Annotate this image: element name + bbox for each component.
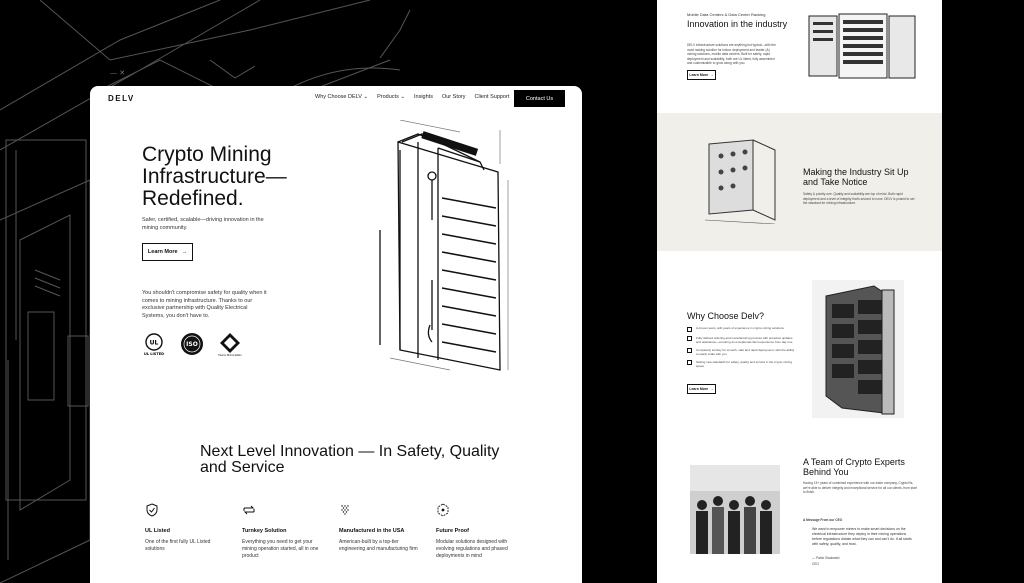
hero-body-text: You shouldn't compromise safety for quality when it comes to mining infrastructure. Thanks to our exclusive partnership with Quality Electrical Systems, you don't have to. xyxy=(142,290,267,319)
list-item: Fully defined ordering and manufacturing process with proactive updates and assistance—ensuring an exceptional client experience from day one xyxy=(687,336,795,344)
feature-turnkey xyxy=(242,503,339,560)
learn-more-button[interactable] xyxy=(687,384,716,394)
panel-drawing xyxy=(703,132,783,224)
rack-photo xyxy=(812,280,904,418)
feature-text: American-built by a top-tier engineering and manufacturing firm xyxy=(339,539,418,552)
chevron-down-icon: ⌄ xyxy=(363,94,369,100)
ceo-name: — Patric Siadowski xyxy=(812,556,840,560)
nav-client-support[interactable]: Client Support xyxy=(474,94,510,100)
list-item: Completely turnkey for smooth, safe and rapid deployment, with the ability to easily scale with you xyxy=(687,348,795,356)
industry-notice-title: Making the Industry Sit Up and Take Notice xyxy=(803,167,909,187)
industry-notice-text: Safety & priority one. Quality and scalability are top of mind. Both rapid deployment and a level of integrity that's second to none. DELV is poised to set the standard for mining infrastructure. xyxy=(803,192,915,206)
ceo-message-label: A Message From our CEO xyxy=(803,518,843,522)
innovation-text: DELV infrastructure solutions are anything but typical—with the most racking solution for indoor deployment and leader (A) mining solutions, mobile data centers. Built for safety, rapid deployment and scalability, both are UL listed, fully assembled and customizable to grow along with you. xyxy=(687,43,776,66)
safety-logo xyxy=(218,332,242,356)
feature-future-proof xyxy=(436,503,533,560)
nav-our-story[interactable]: Our Story xyxy=(441,94,466,100)
team-photo xyxy=(690,465,780,554)
checkbox-icon xyxy=(687,348,692,353)
us-flag-icon xyxy=(339,503,353,517)
certification-logos xyxy=(142,332,242,356)
contact-us-button[interactable]: Contact Us xyxy=(514,90,565,107)
section-title-innovation: Next Level Innovation — In Safety, Quality and Service xyxy=(200,443,500,476)
learn-more-label: Learn More xyxy=(147,249,178,255)
checkbox-icon xyxy=(687,327,692,332)
nav-insights[interactable]: Insights xyxy=(413,94,433,100)
iso-logo xyxy=(180,332,204,356)
network-hex-icon xyxy=(436,503,450,517)
learn-more-label: Learn More xyxy=(689,387,709,391)
feature-title: Manufactured in the USA xyxy=(339,528,405,534)
why-choose-list xyxy=(687,326,795,372)
arrow-right-icon: → xyxy=(710,387,714,391)
features-row xyxy=(145,503,533,560)
team-text: Having 15+ years of combined experience with our sister company, CryptoVis, we're able to deliver integrity and exceptional service for all our clients, from start to finish. xyxy=(803,481,917,495)
repeat-arrows-icon xyxy=(242,503,256,517)
learn-more-button[interactable] xyxy=(142,243,193,261)
learn-more-label: Learn More xyxy=(689,73,709,77)
arrow-right-icon: → xyxy=(710,73,714,77)
ul-listed-logo xyxy=(142,332,166,356)
feature-title: Turnkey Solution xyxy=(242,528,287,534)
rack-illustration xyxy=(360,120,520,380)
ul-listed-label: UL LISTED xyxy=(143,352,165,356)
shield-check-icon xyxy=(145,503,159,517)
list-item: A proven team, with years of experience in crypto mining solutions xyxy=(687,326,795,332)
nav-why-choose-delv[interactable]: Why Choose DELV ⌄ xyxy=(315,94,369,100)
hero-title: Crypto Mining Infrastructure—Redefined. xyxy=(142,143,287,210)
hero-subtitle: Safer, certified, scalable—driving innovation in the mining community. xyxy=(142,217,264,231)
team-title: A Team of Crypto Experts Behind You xyxy=(803,457,905,477)
products-kicker: Mobile Data Centers & Data Center Racking xyxy=(687,12,766,17)
feature-title: Future Proof xyxy=(436,528,469,534)
data-center-photo xyxy=(807,10,917,82)
chevron-down-icon: ⌄ xyxy=(400,94,405,100)
feature-made-in-usa xyxy=(339,503,436,560)
ceo-role: CEO xyxy=(812,562,819,566)
feature-text: One of the first fully UL Listed solutions xyxy=(145,539,211,552)
feature-ul-listed xyxy=(145,503,242,560)
feature-text: Everything you need to get your mining operation started, all in one product xyxy=(242,539,319,559)
nav-links xyxy=(315,94,509,100)
svg-text:— ✕: — ✕ xyxy=(110,69,126,77)
innovation-title: Innovation in the industry xyxy=(687,19,788,29)
list-item: Setting new standards for safety, quality and service in the crypto mining space xyxy=(687,360,795,368)
checkbox-icon xyxy=(687,336,692,341)
top-nav xyxy=(90,86,582,112)
page-preview-right xyxy=(657,0,942,583)
nav-products[interactable]: Products ⌄ xyxy=(377,94,405,100)
landing-page-card xyxy=(90,86,582,583)
svg-text:UL: UL xyxy=(149,339,159,347)
ceo-quote: We want to empower miners to make smart decisions on the electrical infrastructure they deploy in their mining operations before regulations dictate what they can and can't do. It all starts with safety, quality, and trust. xyxy=(812,527,912,546)
learn-more-button[interactable] xyxy=(687,70,716,80)
feature-title: UL Listed xyxy=(145,528,170,534)
checkbox-icon xyxy=(687,360,692,365)
arrow-right-icon: → xyxy=(181,249,188,255)
iso-label: ISO xyxy=(186,341,198,348)
safety-label: Energy Mining Safety xyxy=(218,354,242,356)
feature-text: Modular solutions designed with evolving regulations and phased deployments in mind xyxy=(436,539,508,559)
why-choose-title: Why Choose Delv? xyxy=(687,311,765,321)
delv-logo[interactable]: DELV xyxy=(108,94,135,103)
